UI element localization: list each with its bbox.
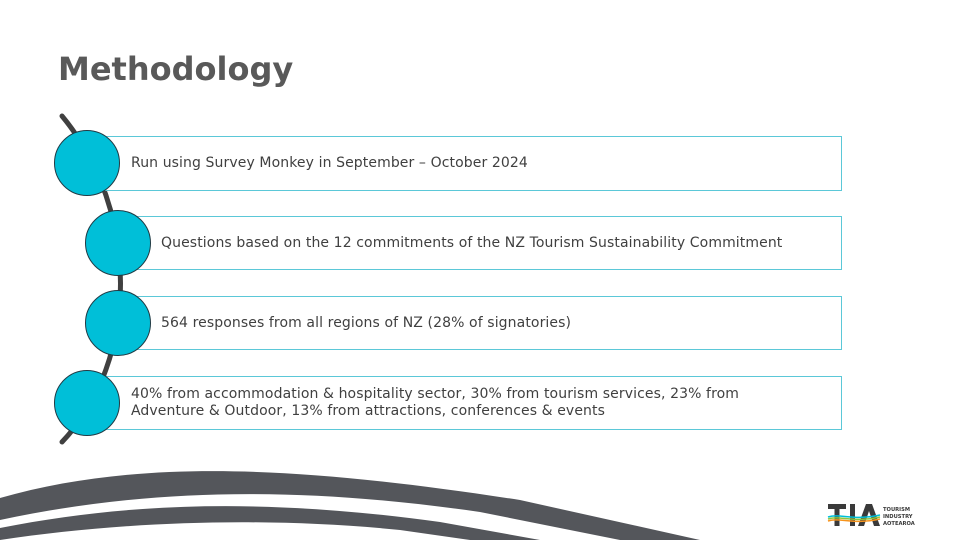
bullet-circle — [85, 290, 151, 356]
list-item — [118, 216, 842, 270]
logo-line-1: TOURISM — [883, 507, 910, 513]
logo-line-2: INDUSTRY — [883, 514, 913, 520]
bullet-circle — [54, 130, 120, 196]
decorative-waves — [0, 460, 960, 540]
list-item-text: 40% from accommodation & hospitality sector, 30% from tourism services, 23% from Adventure & Outdoor, 13% from attractions, conferences & events — [131, 386, 740, 419]
tia-logo-icon — [826, 500, 916, 530]
tia-logo — [826, 500, 916, 530]
list-item-text: Run using Survey Monkey in September – October 2024 — [131, 155, 528, 171]
list-item — [88, 376, 842, 430]
logo-line-3: AOTEAROA — [883, 521, 915, 527]
bullet-circle — [54, 370, 120, 436]
page-title: Methodology — [58, 50, 294, 88]
bullet-circle — [85, 210, 151, 276]
list-item-text: Questions based on the 12 commitments of the NZ Tourism Sustainability Commitment — [161, 234, 783, 251]
list-item — [118, 296, 842, 350]
list-item-text: 564 responses from all regions of NZ (28% of signatories) — [161, 314, 572, 331]
list-item — [88, 136, 842, 191]
